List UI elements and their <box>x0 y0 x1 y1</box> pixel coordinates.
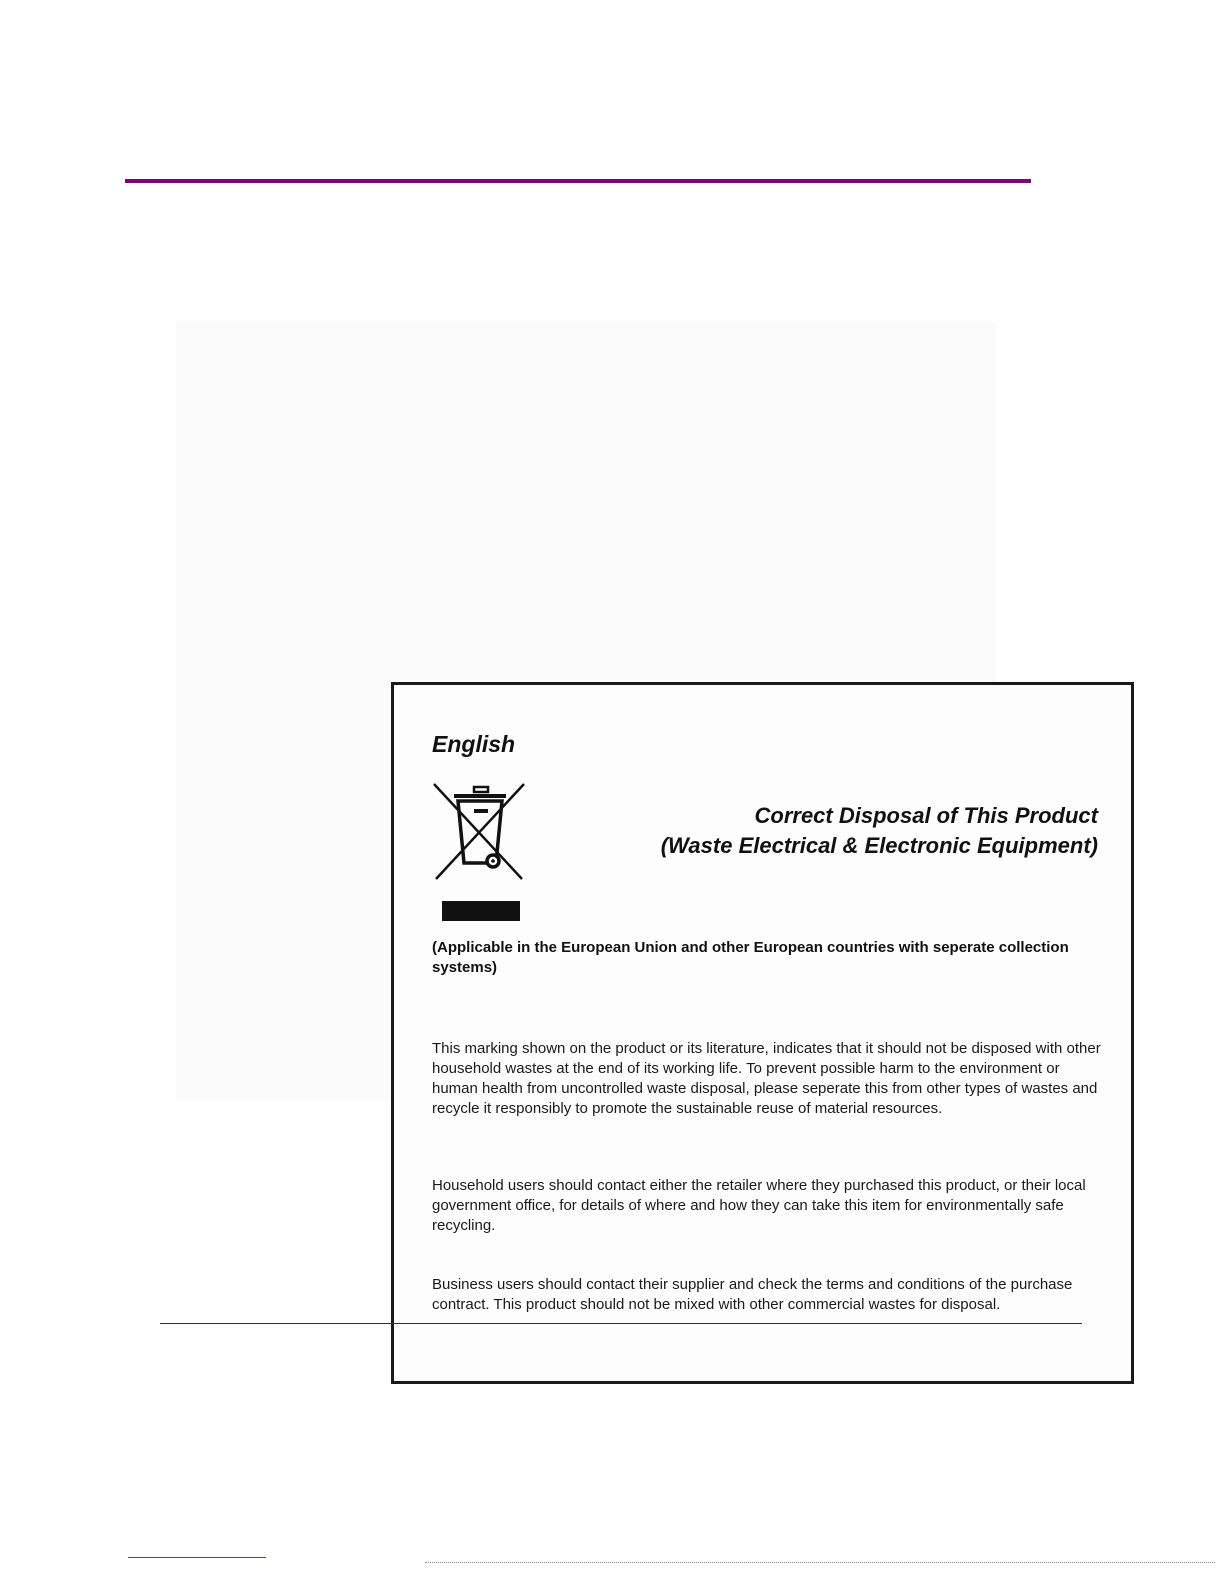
paragraph-business-users: Business users should contact their supplier and check the terms and conditions of the purchase contract. This product should not be mixed with other commercial wastes for disposal. <box>432 1276 1073 1313</box>
paragraph-marking: This marking shown on the product or its literature, indicates that it should not be disposed with other household wastes at the end of its working life. To prevent possible harm to the environment or human health from uncontrolled waste disposal, please seperate this from other types of wastes and recycle it responsibly to promote the sustainable reuse of material resources. <box>432 1040 1101 1117</box>
weee-notice-box <box>391 682 1134 1384</box>
scanned-notice-image <box>176 322 1101 1313</box>
footer-dotted-rule <box>425 1562 1215 1563</box>
header-rule <box>125 179 1031 183</box>
notice-title-line2: (Waste Electrical & Electronic Equipment) <box>660 833 1098 858</box>
applicability-note: (Applicable in the European Union and other European countries with seperate collection systems) <box>432 939 1069 976</box>
footer-rule <box>160 1323 1082 1324</box>
language-heading: English <box>432 731 516 757</box>
footer-link-underline <box>128 1557 266 1558</box>
notice-title <box>661 801 1098 861</box>
crossed-out-wheelie-bin-icon <box>430 779 530 921</box>
paragraph-household-users: Household users should contact either the retailer where they purchased this product, or their local government office, for details of where and how they can take this item for environmentally safe recycling. <box>432 1177 1086 1234</box>
notice-title-line1: Correct Disposal of This Product <box>754 803 1098 828</box>
